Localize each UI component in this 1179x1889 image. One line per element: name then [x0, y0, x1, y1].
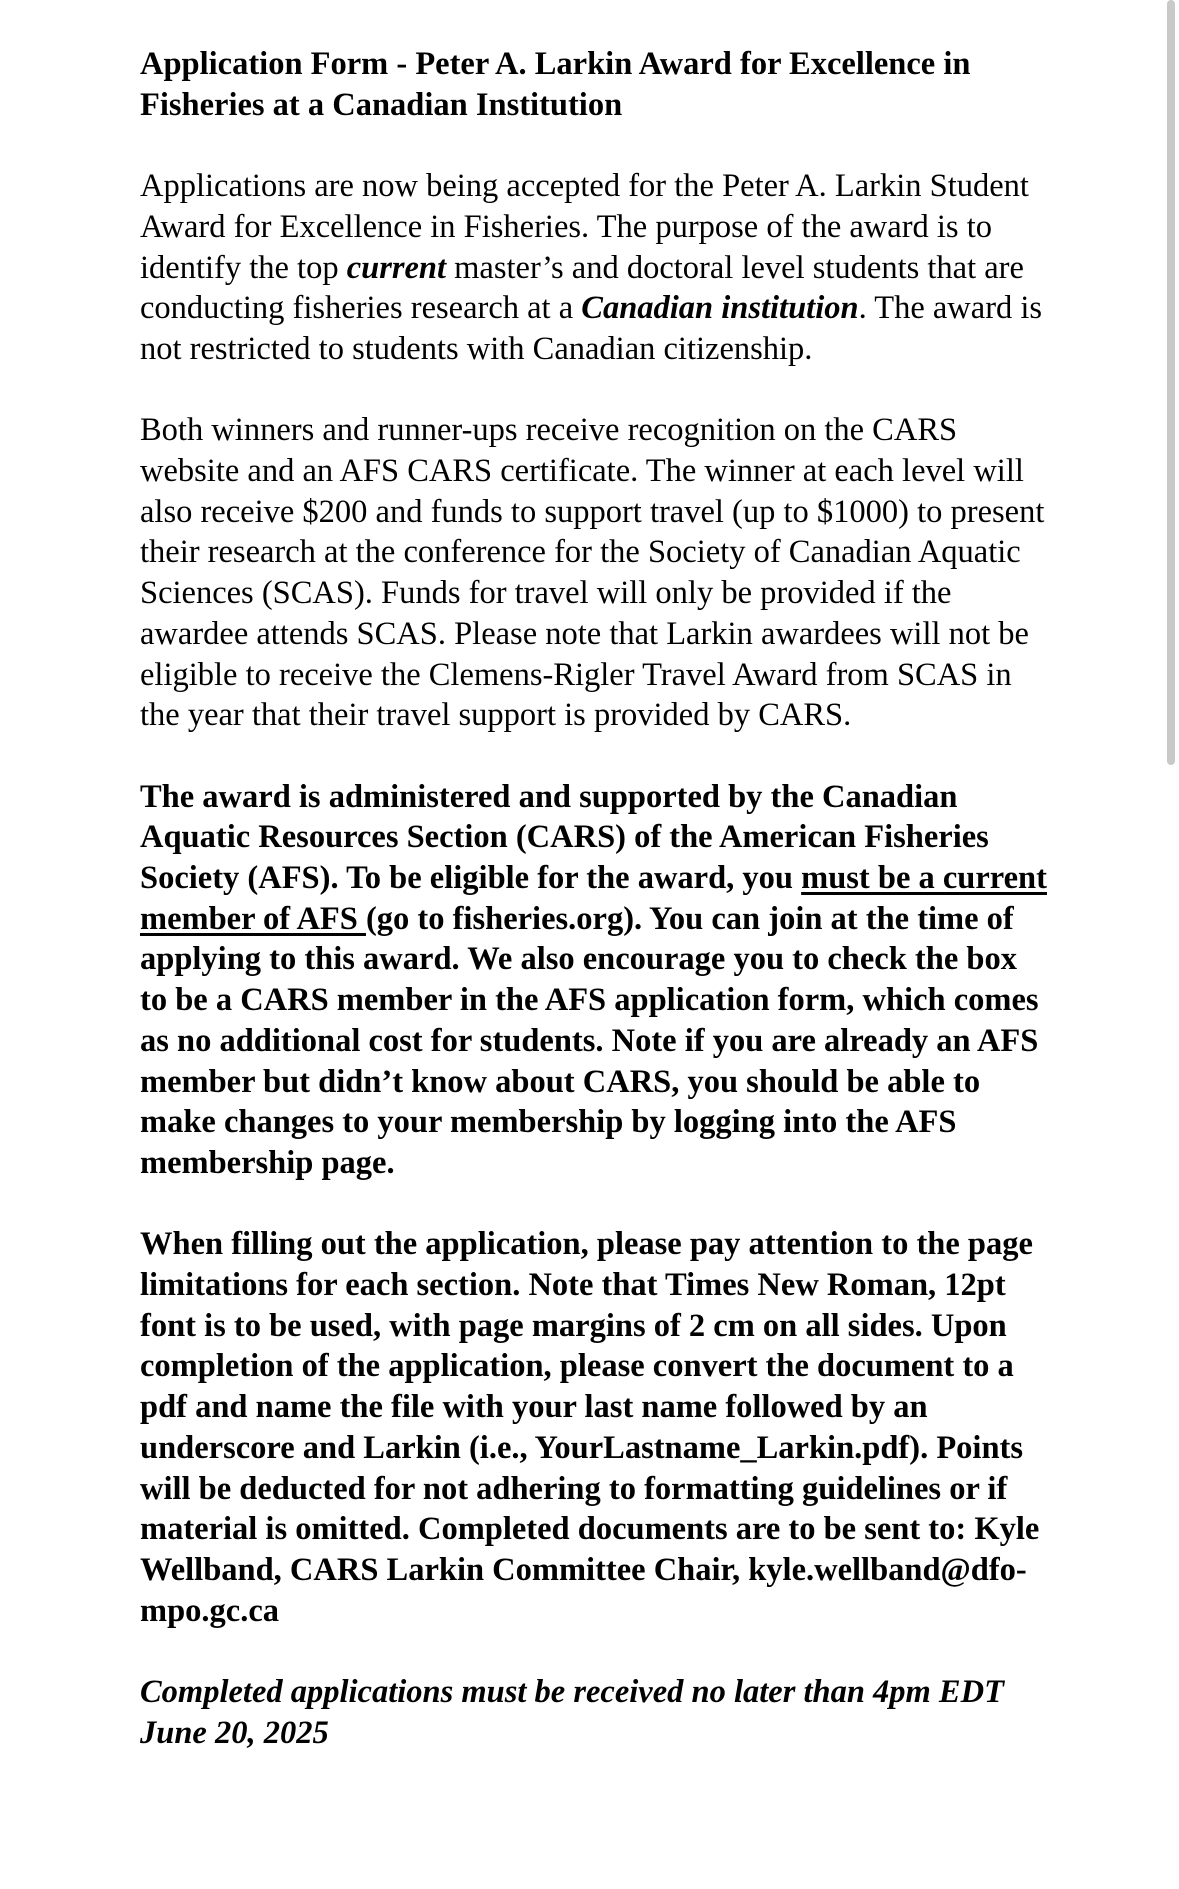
eligibility-paragraph [140, 777, 1050, 1184]
instructions-paragraph: When filling out the application, please pay attention to the page limitations for each section. Note that Times New Roman, 12pt font is to be used, with page margins of 2 cm on all sides. Upon completion of the application, please convert the document to a pdf and name the file with your last name followed by an underscore and Larkin (i.e., YourLastname_Larkin.pdf). Points will be deducted for not adhering to formatting guidelines or if material is omitted. Completed documents are to be sent to: Kyle Wellband, CARS Larkin Committee Chair, kyle.wellband@dfo-mpo.gc.ca [140, 1226, 1040, 1629]
intro-text-1: Applications are now being accepted for the Peter A. Larkin Student Award for Excellence in Fisheries. The purpose of the award is to identify the top [140, 168, 1029, 286]
afs-membership-requirement: must be a current member of AFS [140, 860, 1047, 937]
intro-text-3: . The award is not restricted to students with Canadian citizenship. [140, 290, 1043, 367]
document-page [140, 44, 1050, 1753]
scrollbar[interactable] [1167, 0, 1175, 765]
deadline-notice: Completed applications must be received no later than 4pm EDT June 20, 2025 [140, 1674, 1004, 1751]
eligibility-text-1: The award is administered and supported by the Canadian Aquatic Resources Section (CARS) of the American Fisheries Society (AFS). To be eligible for the award, you [140, 778, 989, 897]
intro-text-2: master’s and doctoral level students that are conducting fisheries research at a [140, 249, 1024, 327]
recognition-paragraph: Both winners and runner-ups receive recognition on the CARS website and an AFS CARS certificate. The winner at each level will also receive $200 and funds to support travel (up to $1000) to present their research at the conference for the Society of Canadian Aquatic Sciences (SCAS). Funds for travel will only be provided if the awardee attends SCAS. Please note that Larkin awardees will not be eligible to receive the Clemens-Rigler Travel Award from SCAS in the year that their travel support is provided by CARS. [140, 412, 1045, 734]
intro-emphasis-canadian-institution: Canadian institution [581, 290, 859, 327]
eligibility-text-2: (go to fisheries.org). You can join at the time of applying to this award. We also encourage you to check the box to be a CARS member in the AFS application form, which comes as no additional cost for students. Note if you are already an AFS member but didn’t know about CARS, you should be able to make changes to your membership by logging into the AFS membership page. [140, 900, 1039, 1181]
intro-paragraph [140, 166, 1050, 370]
intro-emphasis-current: current [346, 249, 447, 286]
document-title: Application Form - Peter A. Larkin Award for Excellence in Fisheries at a Canadian Institution [140, 46, 971, 123]
